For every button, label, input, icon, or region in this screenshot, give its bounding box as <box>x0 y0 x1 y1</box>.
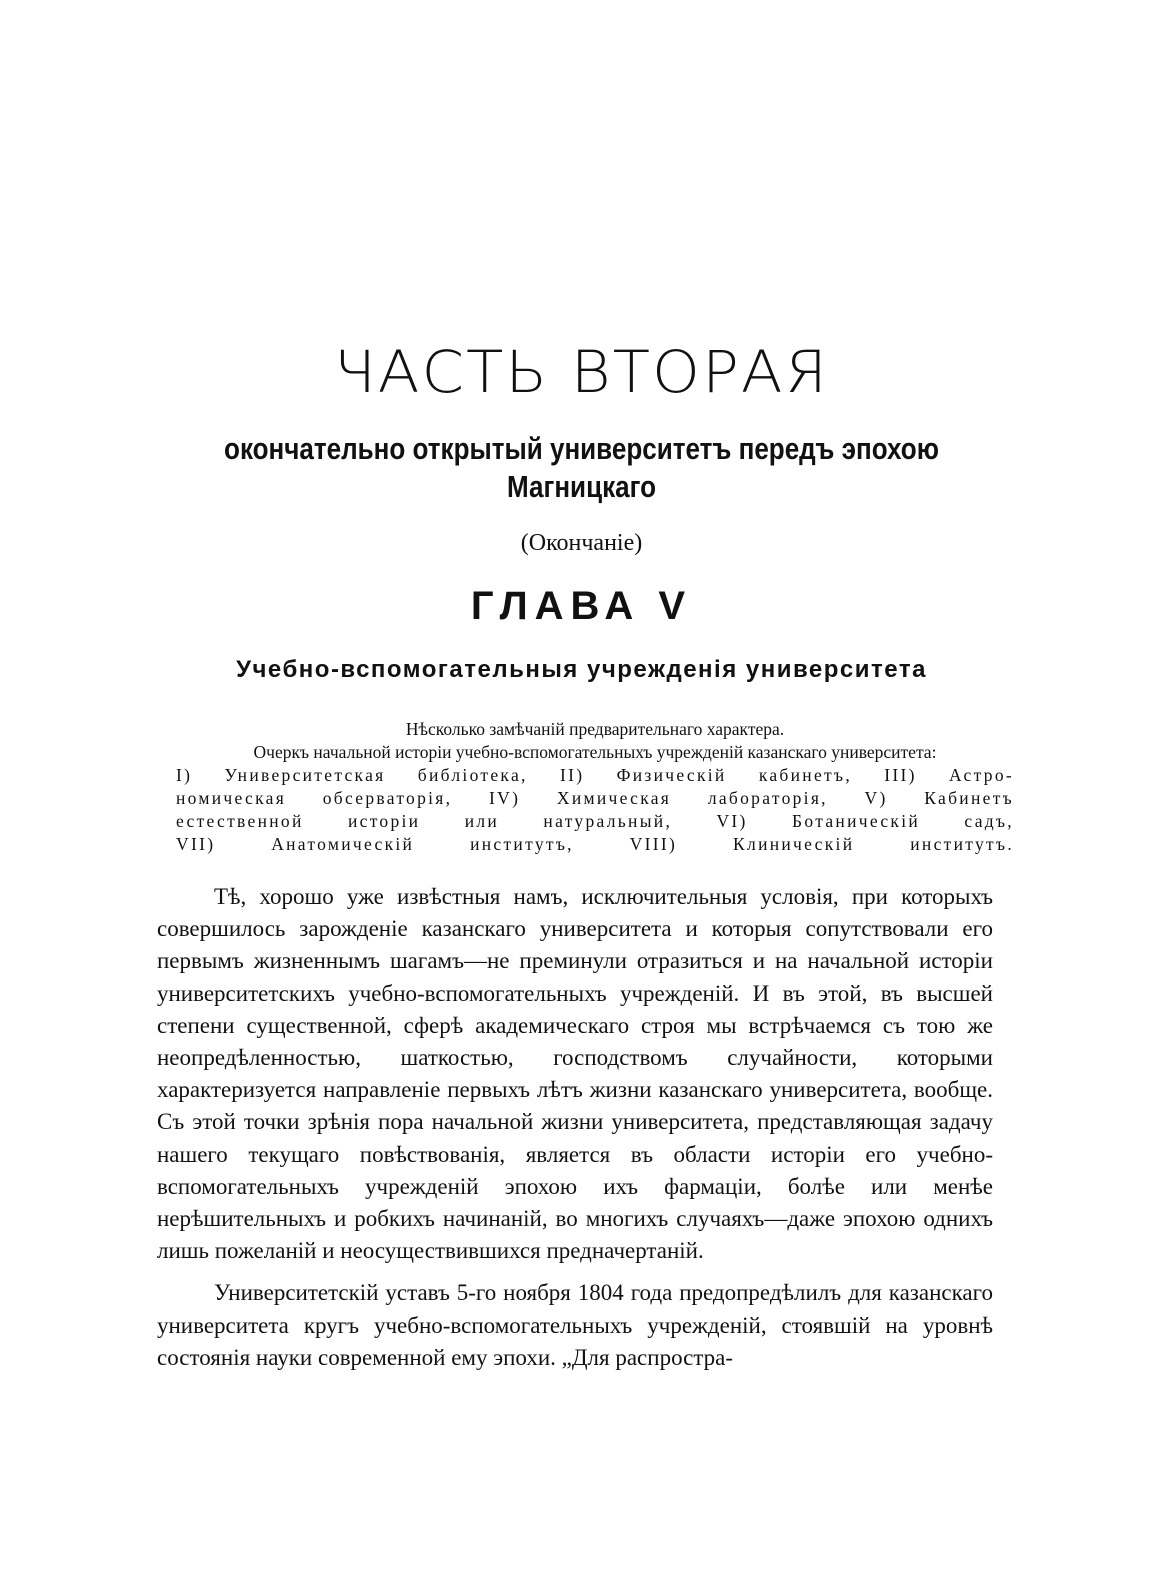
chapter-label: ГЛАВА V <box>470 584 693 628</box>
summary-line: VII) Анатомическій институтъ, VIII) Клиническій институтъ. <box>176 834 1014 854</box>
summary-line: I) Университетская библіотека, II) Физическій кабинетъ, III) Астро- <box>176 765 1014 785</box>
summary-line: естественной исторіи или натуральный, VI) Ботаническій садъ, <box>176 811 1014 831</box>
paragraph: Университетскій уставъ 5-го ноября 1804 года предопредѣлилъ для казанскаго университета кругъ учебно-вспомогательныхъ учрежденій, стоявшій на уровнѣ состоянія науки современной ему эпохи. „Для распростра- <box>157 1280 993 1370</box>
part-title: ЧАСТЬ ВТОРАЯ <box>333 338 830 406</box>
summary-line: Очеркъ начальной исторіи учебно-вспомогательныхъ учрежденій казанскаго университета: <box>253 742 937 762</box>
conclusion-note: (Окончаніе) <box>520 530 643 556</box>
part-subtitle: окончательно открытый университетъ передъ эпохою Магницкаго <box>224 431 939 504</box>
chapter-title: Учебно-вспомогательныя учрежденія университета <box>236 656 927 683</box>
summary-line: номическая обсерваторія, IV) Химическая лабораторія, V) Кабинетъ <box>176 788 1014 808</box>
summary-line: Нѣсколько замѣчаній предварительнаго характера. <box>405 719 785 739</box>
chapter-summary <box>176 718 1014 856</box>
body-text <box>157 881 993 1374</box>
paragraph: Тѣ, хорошо уже извѣстныя намъ, исключительныя условія, при которыхъ совершилось зарожденіе казанскаго университета и которыя сопутствовали его первымъ жизненнымъ шагамъ—не преминули отразиться и на начальной исторіи университетскихъ учебно-вспомогательныхъ учрежденій. И въ этой, въ высшей степени существенной, сферѣ академическаго строя мы встрѣчаемся съ тою же неопредѣленностью, шаткостью, господствомъ случайности, которыми характеризуется направленіе первыхъ лѣтъ жизни казанскаго университета, вообще. Съ этой точки зрѣнія пора начальной жизни университета, представляющая задачу нашего текущаго повѣствованія, является въ области исторіи его учебно-вспомогательныхъ учрежденій эпохою ихъ фармаціи, болѣе или менѣе нерѣшительныхъ и робкихъ начинаній, во многихъ случаяхъ—даже эпохою однихъ лишь пожеланій и неосуществившихся предначертаній. <box>157 884 993 1264</box>
